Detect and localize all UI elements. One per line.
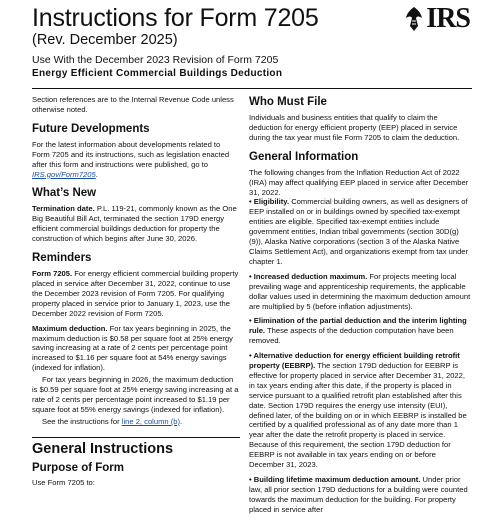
irs-form-link[interactable]: IRS.gov/Form7205: [32, 169, 96, 179]
purpose-of-form-heading: Purpose of Form: [32, 461, 125, 474]
future-developments-heading: Future Developments: [32, 122, 150, 135]
alternative-deduction-item: • Alternative deduction for energy efficient building retrofit property (EEBRP). The section 179D deduction for EEBRP is effective for property placed in service after December 31, 2022, in tax years ending after this date, if the property is placed in service pursuant to a qualified retrofit plan established after this date. Section 179D requires the energy use intensity (EUI), defined later, of the building on or in which EEBRP is installed be certified by a qualified professional as of any date more than 1 year after the date the retrofit property is placed in service. Because of this requirement, the section 179D deduction for EEBRP is not available in tax years ending on or before December 31, 2023.: [249, 351, 467, 470]
left-column: [32, 95, 240, 493]
line-2-column-b-link[interactable]: line 2, column (b): [121, 416, 181, 426]
document-title: Instructions for Form 7205: [32, 4, 319, 32]
document-subtitle: Energy Efficient Commercial Buildings Deduction: [32, 68, 283, 79]
general-information-heading: General Information: [249, 150, 359, 163]
future-developments-text: For the latest information about developments related to Form 7205 and its instructions, such as legislation enacted after this form and instructions were published, go to IRS.gov/Form7205.: [32, 139, 230, 179]
general-information-text: The following changes from the Inflation Reduction Act of 2022 (IRA) may affect qualifying EEP placed in service after December 31, 2022.: [249, 167, 469, 197]
maximum-deduction-paragraph: Maximum deduction. For tax years beginning in 2025, the maximum deduction is $0.58 per square foot at 25% energy saving increasing at a rate of 2 cents per percentage point increased to $1.16 per square foot at 54% energy savings (indexed for inflation).: [32, 323, 233, 373]
termination-paragraph: Termination date. P.L. 119-21, commonly known as the One Big Beautiful Bill Act, terminated the section 179D energy efficient commercial buildings deduction for property the construction of which begins after June 30, 2026.: [32, 204, 237, 244]
whats-new-heading: What’s New: [32, 187, 97, 200]
increased-deduction-item: • Increased deduction maximum. For projects meeting local prevailing wage and apprenticeship requirements, the applicable dollar values used in determining the maximum deduction amount are multiplied by 5 (before inflation adjustments).: [249, 271, 471, 311]
document-header: [32, 4, 468, 80]
lifetime-maximum-item: • Building lifetime maximum deduction amount. Under prior law, all prior section 179D deductions for a building were counted towards the maximum deduction for the building. For property placed in service after: [249, 475, 468, 514]
eligibility-item: • Eligibility. Commercial building owners, as well as designers of EEP installed on or in buildings owned by specified tax-exempt entities are eligible. Specified tax-exempt entities include government entities, Indian tribal governments (section 30D(g)(9)), Alaska Native corporations (section 3 of the Alaska Native Claims Settlement Act), and organizations exempt from tax under chapter 1.: [249, 197, 469, 266]
form-7205-paragraph: Form 7205. For energy efficient commercial building property placed in service after December 31, 2022, continue to use the December 2023 revision of Form 7205. For qualifying property placed in service prior to January 1, 2023, use the December 2022 revision of Form 7205.: [32, 269, 239, 318]
intro-text: Section references are to the Internal Revenue Code unless otherwise noted.: [32, 95, 234, 114]
see-instructions-paragraph: See the instructions for line 2, column (b).: [42, 416, 183, 426]
reminders-heading: Reminders: [32, 252, 92, 265]
who-must-file-heading: Who Must File: [249, 96, 327, 108]
revision-date: (Rev. December 2025): [32, 32, 178, 48]
general-instructions-heading: General Instructions: [32, 437, 240, 458]
elimination-item: • Elimination of the partial deduction and the interim lighting rule. These aspects of the deduction computation have been removed.: [249, 316, 467, 346]
who-must-file-text: Individuals and business entities that qualify to claim the deduction for energy efficient property (EEP) placed in service during the tax year must file Form 7205 to claim the deduction.: [249, 113, 460, 142]
purpose-text: Use Form 7205 to:: [32, 477, 95, 487]
deduction-2026-paragraph: For tax years beginning in 2026, the maximum deduction is $0.59 per square foot at 25% energy saving increasing at a rate of 2 cents per percentage point increased to $1.19 per square foot at 55% energy savings (indexed for inflation).: [32, 375, 239, 414]
irs-logo-text: IRS: [426, 3, 470, 34]
irs-logo: [404, 5, 470, 33]
right-column: [249, 95, 471, 520]
use-with-note: Use With the December 2023 Revision of Form 7205: [32, 54, 279, 66]
irs-eagle-icon: [404, 6, 424, 32]
header-divider: [32, 88, 472, 89]
